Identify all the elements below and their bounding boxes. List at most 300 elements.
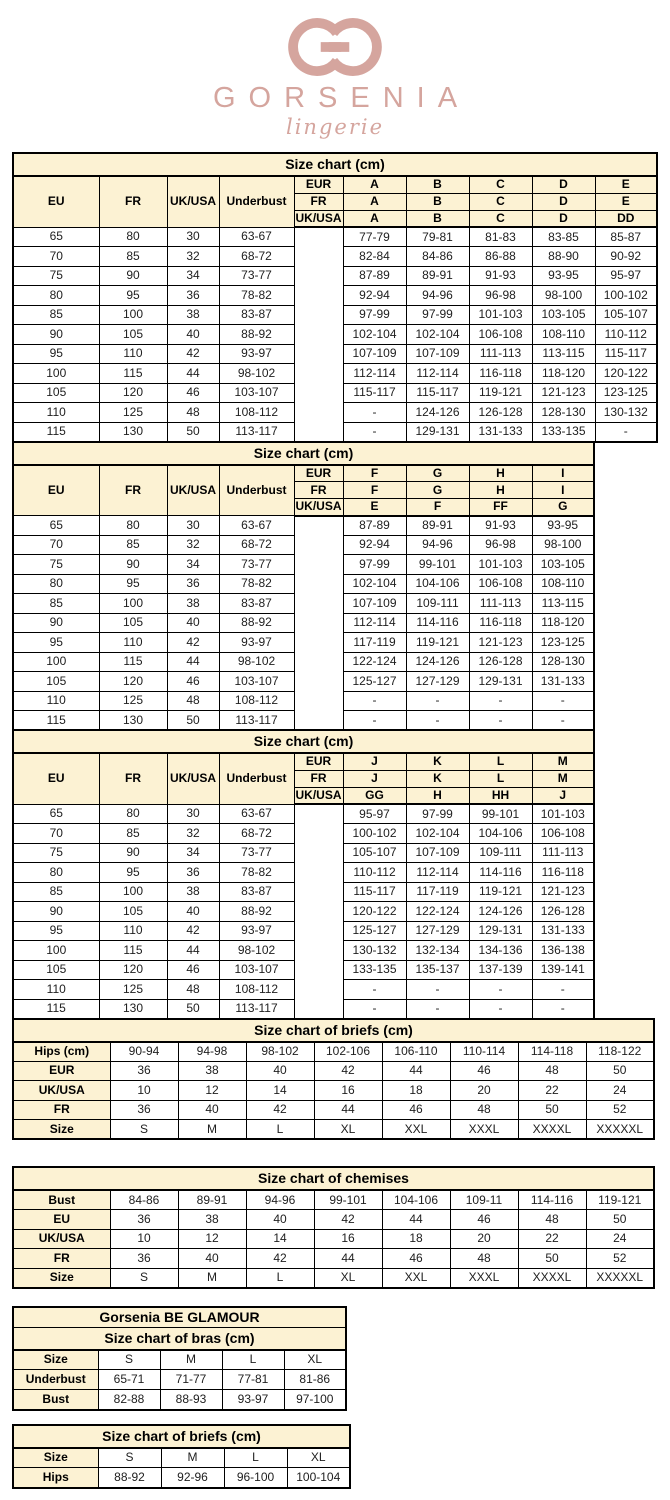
table-cell: 68-72 (219, 247, 294, 267)
table-cell: 36 (110, 1210, 178, 1230)
table-cell: 38 (178, 1210, 246, 1230)
table-cell: 90 (99, 555, 167, 575)
table-cell: 50 (167, 999, 219, 1019)
table-cell: 95 (99, 286, 167, 306)
table-cell: XXXXXL (586, 1120, 654, 1140)
table-cell: 125 (99, 403, 167, 423)
table-cell: 38 (167, 305, 219, 325)
table-cell: 134-136 (469, 941, 532, 961)
table-cell: 81-83 (469, 227, 532, 247)
table-cell: - (343, 999, 406, 1019)
table-cell: 87-89 (343, 266, 406, 286)
table-cell: 86-88 (469, 247, 532, 267)
table-cell: 97-99 (343, 305, 406, 325)
table-row (13, 535, 594, 555)
cup-size-header: C (469, 210, 532, 227)
table-cell: - (532, 691, 594, 711)
table-cell: 112-114 (343, 613, 406, 633)
cup-size-header: C (469, 193, 532, 210)
table-cell: 84-86 (406, 247, 469, 267)
table-row (13, 574, 594, 594)
table-row (13, 1081, 654, 1101)
table-cell: M (178, 1268, 246, 1288)
cup-size-header: E (595, 193, 657, 210)
table-cell: 18 (382, 1229, 450, 1249)
cup-size-header: G (406, 482, 469, 499)
table-cell: 130-132 (343, 941, 406, 961)
table-cell: 95 (99, 863, 167, 883)
table-cell: 126-128 (469, 403, 532, 423)
table-cell: 124-126 (406, 652, 469, 672)
table-cell: 68-72 (219, 824, 294, 844)
table-cell: 110 (13, 403, 99, 423)
table-row (13, 1229, 654, 1249)
table-row (13, 247, 657, 267)
table-cell: 107-109 (343, 594, 406, 614)
table-cell: 95 (13, 633, 99, 653)
row-header: Size (13, 1448, 98, 1468)
spacer-cell (294, 574, 343, 594)
spacer-cell (294, 344, 343, 364)
table-row (13, 383, 657, 403)
table-cell: 90 (99, 266, 167, 286)
table-cell: 121-123 (532, 383, 595, 403)
table-row (13, 824, 594, 844)
table-cell: 124-126 (406, 403, 469, 423)
table-cell: L (222, 1350, 284, 1370)
table-cell: 130 (99, 711, 167, 731)
table-cell: 40 (246, 1061, 314, 1081)
table-cell: - (343, 422, 406, 442)
table-cell: 77-79 (343, 227, 406, 247)
bra-size-chart-cups-f-i (12, 441, 595, 732)
table-cell: 110-112 (343, 863, 406, 883)
table-cell: 111-113 (469, 344, 532, 364)
table-cell: 52 (586, 1249, 654, 1269)
table-cell: 115 (13, 999, 99, 1019)
chart-title: Size chart of briefs (cm) (13, 1425, 350, 1448)
brand-tagline: lingerie (285, 115, 384, 139)
table-cell: XXXL (450, 1120, 518, 1140)
table-cell: 106-108 (532, 824, 594, 844)
column-header: EU (13, 176, 99, 227)
table-row (13, 442, 594, 465)
table-cell: 93-97 (222, 1390, 284, 1410)
table-cell: 127-129 (406, 921, 469, 941)
table-row (13, 344, 657, 364)
brand-logo (0, 0, 670, 152)
size-system-header: EUR (294, 753, 343, 770)
table-cell: 89-91 (406, 516, 469, 536)
table-row (13, 672, 594, 692)
cup-size-header: H (469, 465, 532, 482)
column-header: FR (99, 753, 167, 804)
table-cell: 79-81 (406, 227, 469, 247)
table-cell: 120 (99, 960, 167, 980)
spacer-cell (294, 286, 343, 306)
row-header: Size (13, 1268, 110, 1288)
table-cell: - (343, 403, 406, 423)
table-cell: 46 (167, 960, 219, 980)
table-cell: 119-121 (469, 882, 532, 902)
table-cell: 115-117 (595, 344, 657, 364)
table-cell: L (246, 1268, 314, 1288)
table-cell: 50 (167, 711, 219, 731)
table-row (13, 266, 657, 286)
table-row (13, 1425, 350, 1448)
cup-size-header: C (469, 176, 532, 193)
table-cell: 98-102 (219, 941, 294, 961)
cup-size-header: H (406, 787, 469, 804)
table-cell: 22 (518, 1081, 586, 1101)
table-cell: 83-87 (219, 882, 294, 902)
table-cell: 85 (13, 882, 99, 902)
table-cell: 52 (586, 1100, 654, 1120)
cup-size-header: B (406, 210, 469, 227)
table-cell: - (343, 980, 406, 1000)
table-cell: 100 (99, 882, 167, 902)
table-cell: 111-113 (469, 594, 532, 614)
table-cell: 42 (246, 1249, 314, 1269)
row-header: Hips (cm) (13, 1042, 110, 1062)
table-cell: 93-97 (219, 633, 294, 653)
table-cell: 133-135 (343, 960, 406, 980)
table-cell: 42 (314, 1210, 382, 1230)
table-cell: 88-93 (160, 1390, 222, 1410)
table-cell: 30 (167, 804, 219, 824)
table-cell: 48 (450, 1100, 518, 1120)
table-cell: 85 (99, 247, 167, 267)
table-row (13, 1167, 654, 1190)
spacer-cell (294, 960, 343, 980)
table-cell: 121-123 (469, 633, 532, 653)
spacer-cell (294, 652, 343, 672)
table-cell: 98-100 (532, 535, 594, 555)
table-row (13, 980, 594, 1000)
row-header: Size (13, 1120, 110, 1140)
chart-title: Size chart (cm) (13, 153, 657, 176)
table-cell: 89-91 (178, 1190, 246, 1210)
table-cell: 16 (314, 1081, 382, 1101)
row-header: Hips (13, 1468, 98, 1488)
table-cell: 44 (167, 364, 219, 384)
table-cell: 46 (450, 1061, 518, 1081)
table-cell: XL (314, 1268, 382, 1288)
table-cell: 50 (586, 1061, 654, 1081)
table-cell: 65 (13, 804, 99, 824)
table-cell: 88-92 (219, 613, 294, 633)
table-cell: 91-93 (469, 516, 532, 536)
table-cell: 40 (178, 1249, 246, 1269)
table-cell: 50 (167, 422, 219, 442)
table-cell: 115 (99, 364, 167, 384)
table-cell: 88-92 (219, 325, 294, 345)
table-cell: 105 (13, 383, 99, 403)
table-cell: 65 (13, 227, 99, 247)
table-cell: 128-130 (532, 652, 594, 672)
table-cell: 113-117 (219, 999, 294, 1019)
cup-size-header: B (406, 193, 469, 210)
table-cell: 85 (13, 594, 99, 614)
cup-size-header: J (532, 787, 594, 804)
spacer-cell (294, 902, 343, 922)
table-cell: 32 (167, 247, 219, 267)
table-cell: 107-109 (406, 344, 469, 364)
table-row (13, 1350, 346, 1370)
table-cell: 110 (99, 633, 167, 653)
table-cell: 114-118 (518, 1042, 586, 1062)
table-cell: 80 (13, 286, 99, 306)
table-cell: 127-129 (406, 672, 469, 692)
briefs-size-chart (12, 1018, 655, 1141)
spacer-cell (294, 535, 343, 555)
table-cell: XXXL (450, 1268, 518, 1288)
table-cell: XXXXL (518, 1268, 586, 1288)
table-cell: 85-87 (595, 227, 657, 247)
table-row (13, 633, 594, 653)
spacer-cell (294, 882, 343, 902)
cup-size-header: DD (595, 210, 657, 227)
column-header: FR (99, 465, 167, 516)
table-cell: XXL (382, 1268, 450, 1288)
table-cell: 83-87 (219, 305, 294, 325)
table-cell: 94-96 (246, 1190, 314, 1210)
table-cell: 109-111 (406, 594, 469, 614)
spacer-cell (294, 422, 343, 442)
table-cell: 90 (13, 902, 99, 922)
table-cell: 82-88 (98, 1390, 160, 1410)
table-row (13, 1307, 346, 1328)
size-system-header: FR (294, 193, 343, 210)
table-row (13, 286, 657, 306)
table-cell: 126-128 (532, 902, 594, 922)
table-cell: 92-96 (161, 1468, 224, 1488)
table-cell: 125-127 (343, 672, 406, 692)
table-cell: 100 (99, 305, 167, 325)
table-cell: 85 (13, 305, 99, 325)
table-cell: M (161, 1448, 224, 1468)
row-header: EU (13, 1210, 110, 1230)
table-cell: 95 (13, 921, 99, 941)
table-cell: L (224, 1448, 287, 1468)
row-header: FR (13, 1249, 110, 1269)
spacer-cell (294, 247, 343, 267)
table-cell: 94-96 (406, 535, 469, 555)
table-cell: 93-95 (532, 516, 594, 536)
table-row (13, 305, 657, 325)
table-cell: - (469, 980, 532, 1000)
table-cell: 110 (99, 921, 167, 941)
table-cell: 80 (13, 574, 99, 594)
table-cell: 128-130 (532, 403, 595, 423)
row-header: UK/USA (13, 1229, 110, 1249)
table-cell: 77-81 (222, 1370, 284, 1390)
table-row (13, 1100, 654, 1120)
table-cell: 100 (13, 364, 99, 384)
table-cell: 80 (99, 227, 167, 247)
row-header: UK/USA (13, 1081, 110, 1101)
table-cell: XL (287, 1448, 350, 1468)
column-header: FR (99, 176, 167, 227)
table-cell: 40 (167, 613, 219, 633)
cup-size-header: A (343, 176, 406, 193)
table-cell: S (110, 1120, 178, 1140)
table-cell: 85 (99, 824, 167, 844)
table-cell: 105-107 (343, 843, 406, 863)
table-cell: 129-131 (469, 672, 532, 692)
table-cell: 18 (382, 1081, 450, 1101)
table-cell: S (110, 1268, 178, 1288)
table-cell: XL (284, 1350, 346, 1370)
column-header: Underbust (219, 176, 294, 227)
table-cell: 131-133 (469, 422, 532, 442)
table-cell: 73-77 (219, 555, 294, 575)
table-row (13, 1061, 654, 1081)
table-cell: - (406, 691, 469, 711)
table-cell: 80 (99, 516, 167, 536)
table-cell: 108-110 (532, 325, 595, 345)
table-cell: 10 (110, 1081, 178, 1101)
size-system-header: EUR (294, 176, 343, 193)
table-cell: 136-138 (532, 941, 594, 961)
table-cell: 63-67 (219, 804, 294, 824)
table-cell: - (469, 711, 532, 731)
table-cell: 130 (99, 999, 167, 1019)
table-cell: S (98, 1350, 160, 1370)
table-cell: 46 (167, 383, 219, 403)
table-cell: 70 (13, 535, 99, 555)
table-cell: 84-86 (110, 1190, 178, 1210)
table-cell: 95-97 (595, 266, 657, 286)
table-row (13, 882, 594, 902)
table-cell: 46 (450, 1210, 518, 1230)
table-cell: 40 (178, 1100, 246, 1120)
table-cell: 92-94 (343, 286, 406, 306)
table-cell: 83-85 (532, 227, 595, 247)
table-cell: 105 (13, 672, 99, 692)
table-cell: 14 (246, 1081, 314, 1101)
table-cell: 44 (382, 1061, 450, 1081)
table-cell: 42 (314, 1061, 382, 1081)
table-cell: 92-94 (343, 535, 406, 555)
cup-size-header: L (469, 753, 532, 770)
table-row (13, 941, 594, 961)
table-cell: 90-92 (595, 247, 657, 267)
table-cell: 137-139 (469, 960, 532, 980)
table-row (13, 1249, 654, 1269)
table-row (13, 465, 594, 482)
bra-size-chart-cups-j-m (12, 729, 595, 1020)
table-cell: 123-125 (532, 633, 594, 653)
table-cell: 98-102 (246, 1042, 314, 1062)
table-cell: 106-108 (469, 325, 532, 345)
table-cell: 105 (99, 325, 167, 345)
table-cell: 113-117 (219, 711, 294, 731)
table-cell: 40 (167, 902, 219, 922)
table-cell: 24 (586, 1081, 654, 1101)
cup-size-header: GG (343, 787, 406, 804)
table-cell: 105 (99, 613, 167, 633)
table-cell: 116-118 (532, 863, 594, 883)
table-cell: 117-119 (343, 633, 406, 653)
column-header: EU (13, 465, 99, 516)
table-cell: 73-77 (219, 843, 294, 863)
table-cell: - (343, 691, 406, 711)
table-cell: 96-98 (469, 286, 532, 306)
table-cell: 44 (167, 652, 219, 672)
table-cell: 118-120 (532, 364, 595, 384)
table-cell: 36 (110, 1100, 178, 1120)
table-cell: 78-82 (219, 286, 294, 306)
spacer-cell (294, 863, 343, 883)
cup-size-header: F (343, 465, 406, 482)
table-cell: 98-100 (532, 286, 595, 306)
table-cell: 24 (586, 1229, 654, 1249)
spacer-cell (294, 999, 343, 1019)
table-cell: 103-105 (532, 555, 594, 575)
column-header: EU (13, 753, 99, 804)
cup-size-header: E (343, 499, 406, 516)
column-header: UK/USA (167, 465, 219, 516)
table-row (13, 176, 657, 193)
cup-size-header: FF (469, 499, 532, 516)
table-cell: 122-124 (406, 902, 469, 922)
spacer-cell (294, 843, 343, 863)
table-cell: 112-114 (406, 364, 469, 384)
table-cell: 101-103 (469, 555, 532, 575)
spacer-cell (294, 613, 343, 633)
table-cell: 117-119 (406, 882, 469, 902)
table-cell: 50 (518, 1249, 586, 1269)
table-cell: 125 (99, 691, 167, 711)
table-cell: 90 (13, 325, 99, 345)
table-row (13, 1327, 346, 1350)
bra-size-chart-cups-a-e (12, 152, 658, 443)
table-cell: 42 (246, 1100, 314, 1120)
table-cell: 115 (13, 422, 99, 442)
cup-size-header: K (406, 753, 469, 770)
table-cell: 100-104 (287, 1468, 350, 1488)
table-cell: 115 (99, 652, 167, 672)
table-row (13, 555, 594, 575)
table-cell: 50 (586, 1210, 654, 1230)
table-cell: 120 (99, 383, 167, 403)
table-cell: S (98, 1448, 161, 1468)
table-cell: 89-91 (406, 266, 469, 286)
spacer-cell (294, 633, 343, 653)
size-system-header: UK/USA (294, 210, 343, 227)
table-cell: - (532, 711, 594, 731)
table-row (13, 691, 594, 711)
table-cell: 32 (167, 824, 219, 844)
cup-size-header: D (532, 193, 595, 210)
table-cell: 48 (167, 403, 219, 423)
table-cell: 119-121 (586, 1190, 654, 1210)
table-cell: 38 (178, 1061, 246, 1081)
table-cell: 48 (518, 1210, 586, 1230)
table-cell: 102-104 (406, 325, 469, 345)
cup-size-header: E (595, 176, 657, 193)
table-cell: 10 (110, 1229, 178, 1249)
table-cell: 100 (13, 652, 99, 672)
chart-title: Size chart (cm) (13, 730, 594, 753)
table-cell: 105 (13, 960, 99, 980)
table-cell: - (406, 980, 469, 1000)
table-cell: 115-117 (343, 882, 406, 902)
chart-title: Size chart of bras (cm) (13, 1327, 346, 1350)
table-cell: 104-106 (382, 1190, 450, 1210)
table-row (13, 1019, 654, 1042)
